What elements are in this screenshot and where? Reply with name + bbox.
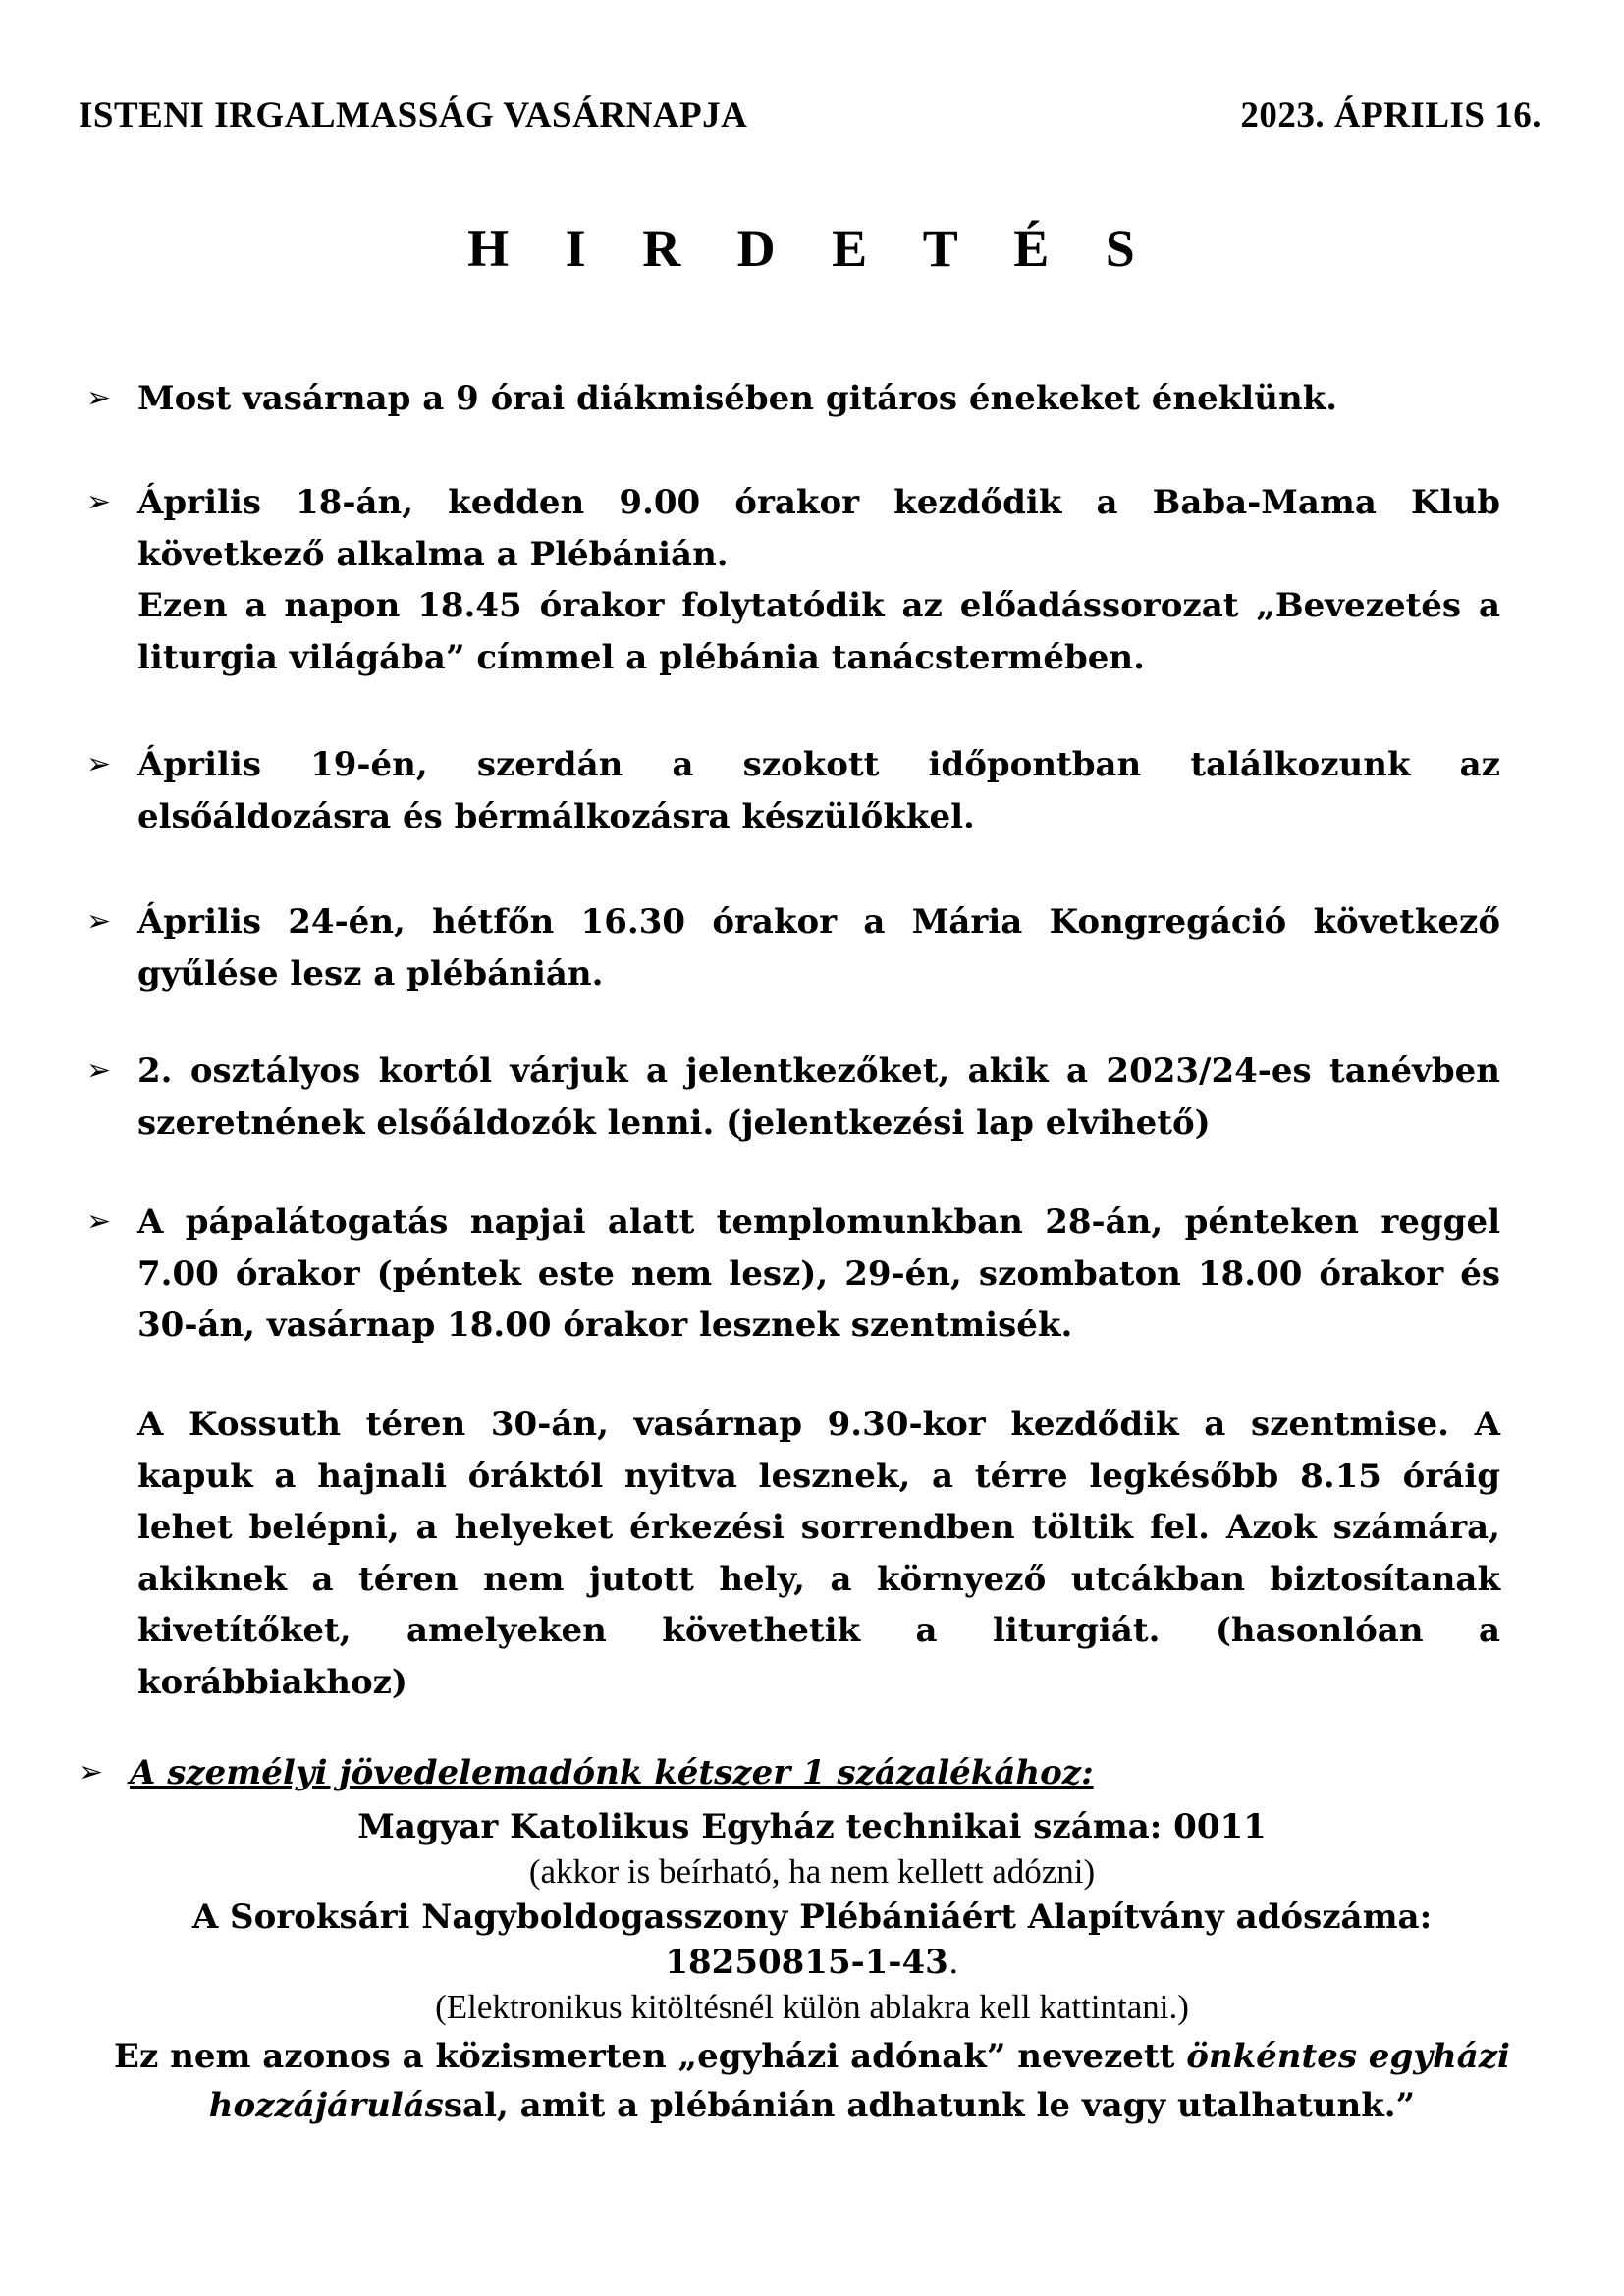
- closing-italic: önkéntes egyházi hozzájárulás: [208, 2037, 1510, 2125]
- item-paragraph: Ezen a napon 18.45 órakor folytatódik az előadássorozat „Bevezetés a liturgia világába” címmel a plébánia tanácstermében.: [137, 586, 1500, 677]
- foundation-number: 18250815-1-43: [665, 1943, 948, 1982]
- announcement-item: [86, 1045, 1500, 1148]
- item-paragraph: 2. osztályos kortól várjuk a jelentkezőket, akik a 2023/24-es tanévben szeretnének elsőáldozók lenni. (jelentkezési lap elvihető): [137, 1051, 1500, 1143]
- item-paragraph: Április 19-én, szerdán a szokott időpontban találkozunk az elsőáldozásra és bérmálkozásra készülőkkel.: [137, 745, 1500, 836]
- tax-details: [79, 1804, 1545, 2130]
- header-occasion: ISTENI IRGALMASSÁG VASÁRNAPJA: [79, 95, 748, 135]
- announcement-item: [86, 1197, 1500, 1352]
- arrow-bullet-icon: ➢: [86, 485, 112, 519]
- arrow-bullet-icon: ➢: [86, 381, 112, 415]
- tax-heading-text: A személyi jövedelemadónk kétszer 1 százalékához:: [130, 1753, 1094, 1792]
- tax-section-heading: [79, 1747, 1094, 1798]
- page-header: [79, 94, 1542, 136]
- item-paragraph: Április 24-én, hétfőn 16.30 órakor a Mária Kongregáció következő gyűlése lesz a plébánián.: [137, 902, 1500, 993]
- item-paragraph: A pápalátogatás napjai alatt templomunkban 28-án, pénteken reggel 7.00 órakor (péntek este nem lesz), 29-én, szombaton 18.00 órakor és 30-án, vasárnap 18.00 órakor lesznek szentmisék.: [137, 1202, 1500, 1345]
- foundation-number-line: [79, 1940, 1545, 1985]
- announcement-item: [86, 373, 1500, 425]
- arrow-bullet-icon: ➢: [79, 1755, 104, 1789]
- arrow-bullet-icon: ➢: [86, 1204, 112, 1239]
- foundation-line: A Soroksári Nagyboldogasszony Plébániáért Alapítvány adószáma:: [191, 1897, 1433, 1937]
- announcement-item-continuation: [86, 1399, 1500, 1708]
- page-title: H I R D E T É S: [467, 219, 1157, 278]
- arrow-bullet-icon: ➢: [86, 1053, 112, 1088]
- header-date: 2023. ÁPRILIS 16.: [1240, 95, 1542, 135]
- item-paragraph: A Kossuth téren 30-án, vasárnap 9.30-kor kezdődik a szentmise. A kapuk a hajnali óráktól nyitva lesznek, a térre legkésőbb 8.15 óráig lehet belépni, a helyeket érkezési sorrendben töltik fel. Azok számára, akiknek a téren nem jutott hely, a környező utcákban biztosítanak kivetítőket, amelyeken követhetik a liturgiát. (hasonlóan a korábbiakhoz): [137, 1405, 1500, 1702]
- arrow-bullet-icon: ➢: [86, 747, 112, 781]
- church-tax-number: Magyar Katolikus Egyház technikai száma: 0011: [357, 1807, 1267, 1846]
- announcement-item: [86, 896, 1500, 999]
- foundation-number-suffix: .: [947, 1943, 959, 1982]
- announcement-item: [86, 739, 1500, 842]
- item-paragraph: Most vasárnap a 9 órai diákmisében gitáros énekeket éneklünk.: [137, 379, 1338, 418]
- electronic-note: (Elektronikus kitöltésnél külön ablakra kell kattintani.): [435, 1988, 1189, 2026]
- church-tax-note: (akkor is beírható, ha nem kellett adózni): [528, 1852, 1096, 1891]
- closing-part-1: Ez nem azonos a közismerten „egyházi adónak” nevezett: [114, 2037, 1187, 2076]
- item-paragraph: Április 18-án, kedden 9.00 órakor kezdődik a Baba-Mama Klub következő alkalma a Plébánián.: [137, 483, 1500, 574]
- announcement-item: [86, 477, 1500, 683]
- arrow-bullet-icon: ➢: [86, 904, 112, 938]
- closing-statement: [79, 2032, 1545, 2130]
- closing-part-2: sal, amit a plébánián adhatunk le vagy utalhatunk.”: [443, 2086, 1416, 2125]
